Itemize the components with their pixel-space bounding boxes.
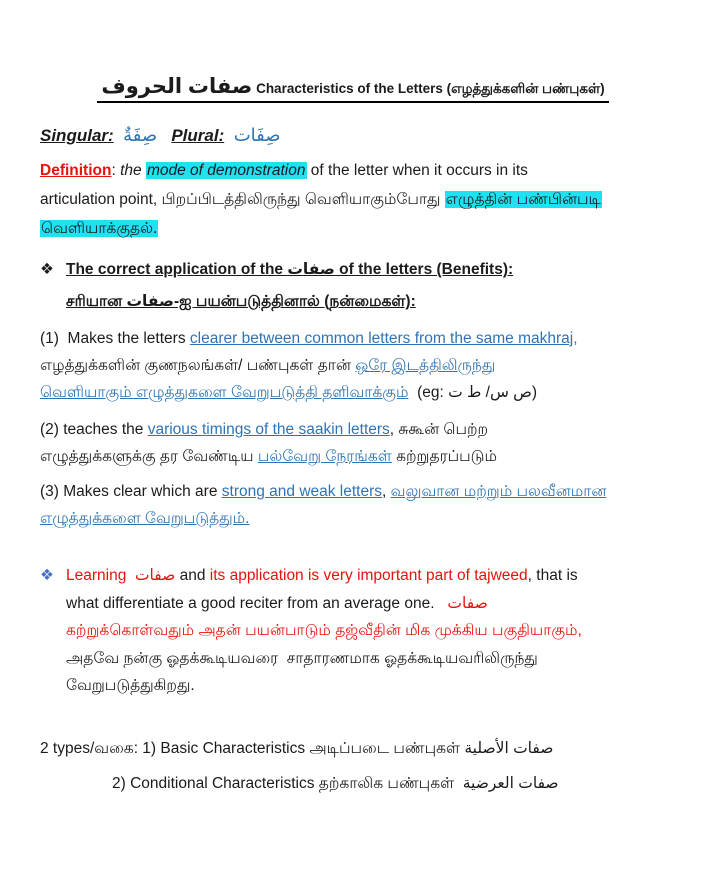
text-segment: and: [175, 567, 210, 584]
text-line: [40, 352, 666, 379]
text-line: [40, 478, 666, 505]
singular-plural-line: [40, 123, 666, 148]
text-line: [40, 443, 666, 470]
types-line-conditional: [40, 771, 666, 796]
text-line: [40, 505, 666, 532]
text-segment: Singular:: [40, 126, 114, 145]
text-line: [40, 123, 666, 148]
document-content: [0, 74, 706, 796]
text-segment: صفات: [447, 594, 488, 612]
text-segment: ): [531, 384, 538, 401]
text-segment: கற்றுதரப்படும்: [391, 448, 497, 465]
text-segment: (2) teaches the: [40, 421, 148, 438]
text-line: [66, 287, 666, 317]
text-segment: ,: [382, 483, 391, 500]
text-segment: கற்றுக்கொள்வதும் அதன் பயன்பாடும் தஜ்வீதின் மிக முக்கிய பகுதியாகும்,: [66, 622, 582, 639]
text-segment: its application is very important part of tajweed: [209, 567, 528, 584]
text-segment: எழத்துக்களின் குணநலங்கள்/ பண்புகள் தான்: [40, 357, 356, 374]
text-segment: (3) Makes clear which are: [40, 483, 222, 500]
types-line-basic: [40, 736, 666, 761]
text-segment: صفات الأصلية: [464, 739, 554, 757]
definition-paragraph: [40, 156, 666, 243]
text-line: [66, 645, 666, 673]
title-english: Characteristics of the Letters (எழத்துக்களின் பண்புகள்): [252, 81, 605, 96]
text-segment: [114, 126, 123, 145]
text-segment: صفات العرضية: [462, 774, 559, 792]
text-segment: [157, 126, 171, 145]
diamond-bullet-icon: ❖: [40, 567, 59, 584]
text-segment: صِفَةٌ: [123, 125, 158, 145]
text-segment: Learning صفات: [66, 567, 176, 584]
text-segment: mode of demonstration: [146, 162, 306, 179]
diamond-bullet-icon: ❖: [40, 261, 59, 278]
text-line: [112, 771, 666, 796]
text-segment: எழுத்தின் பண்பின்படி: [445, 191, 601, 208]
text-line: [66, 672, 666, 700]
hyperlink-text[interactable]: பல்வேறு நேரங்கள்: [257, 448, 392, 465]
text-segment: articulation point, பிறப்பிடத்திலிருந்து வெளியாகும்போது: [40, 191, 445, 208]
text-segment: Plural:: [171, 126, 225, 145]
learning-note: [40, 562, 666, 700]
text-line: [40, 156, 666, 185]
text-line: [40, 255, 666, 285]
text-segment: Definition: [40, 162, 112, 179]
text-segment: of the letter when it occurs in its: [306, 162, 528, 179]
text-line: [40, 185, 666, 214]
document-title-underlined: [97, 74, 608, 103]
text-line: [40, 562, 666, 590]
document-title: [40, 74, 666, 103]
text-line: [66, 617, 666, 645]
text-segment: அதவே நன்கு ஓதக்கூடியவரை சாதாரணமாக ஓதக்கூடியவரிலிருந்து: [66, 649, 538, 667]
text-segment: வெளியாக்குதல்.: [41, 220, 158, 237]
text-line: [40, 214, 666, 243]
text-segment: [224, 126, 233, 145]
hyperlink-text[interactable]: ஒரே இடத்திலிருந்து: [355, 357, 496, 374]
benefits-heading: [40, 255, 666, 317]
text-segment: :: [111, 162, 121, 179]
text-segment: The correct application of the صفات of the letters (Benefits):: [66, 261, 514, 278]
hyperlink-text[interactable]: வெளியாகும் எழுத்துகளை வேறுபடுத்தி தளிவாக்கும்: [40, 384, 409, 401]
text-line: [66, 590, 666, 618]
benefit-item-1: [40, 325, 666, 406]
benefit-item-2: [40, 416, 666, 470]
text-line: [40, 325, 666, 352]
text-line: [40, 736, 666, 761]
text-segment: صِفَات: [233, 125, 281, 145]
text-segment: , that is: [527, 567, 578, 584]
text-segment: சரியான صفات-ஐ பயன்படுத்தினால் (நன்மைகள்):: [66, 293, 416, 310]
text-segment: what differentiate a good reciter from an average one.: [66, 594, 448, 612]
text-segment: (eg:: [408, 384, 449, 401]
text-segment: (1) Makes the letters: [40, 330, 190, 347]
benefit-item-3: [40, 478, 666, 532]
text-segment: ص س/ ط ت: [448, 384, 532, 401]
text-segment: எழுத்துக்களுக்கு தர வேண்டிய: [40, 448, 258, 465]
title-arabic: صفات الحروف: [101, 75, 253, 98]
text-segment: the: [120, 162, 146, 179]
hyperlink-text[interactable]: strong and weak letters: [221, 483, 383, 500]
text-line: [40, 379, 666, 406]
text-segment: , சுகூன் பெற்ற: [389, 421, 489, 438]
text-line: [40, 416, 666, 443]
hyperlink-text[interactable]: வலுவான மற்றும் பலவீனமான: [390, 483, 607, 500]
text-segment: 2) Conditional Characteristics தற்காலிக பண்புகள்: [112, 774, 463, 792]
text-segment: 2 types/வகை: 1) Basic Characteristics அடிப்படை பண்புகள்: [40, 739, 465, 757]
hyperlink-text[interactable]: clearer between common letters from the same makhraj,: [189, 330, 578, 347]
text-segment: வேறுபடுத்துகிறது.: [66, 677, 195, 694]
hyperlink-text[interactable]: various timings of the saakin letters: [147, 421, 390, 438]
hyperlink-text[interactable]: எழுத்துக்களை வேறுபடுத்தும்.: [40, 510, 250, 527]
